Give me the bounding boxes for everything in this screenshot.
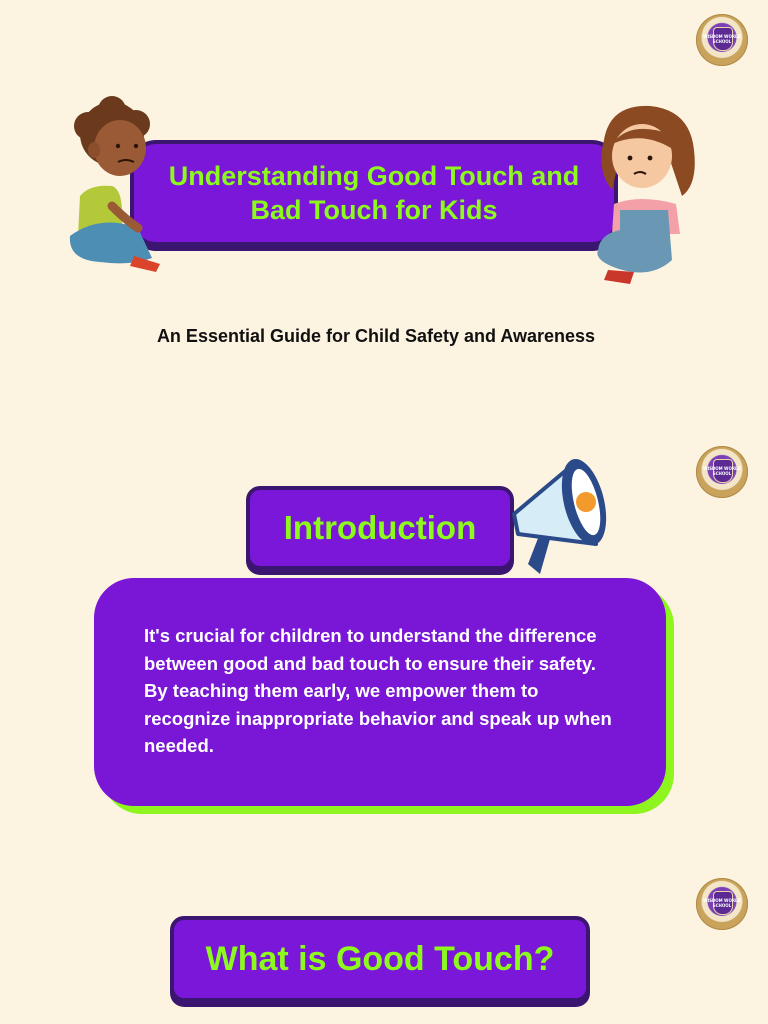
introduction-text: It's crucial for children to understand the difference between good and bad touch to ensure their safety. By teaching them early, we empower them to recognize inappropriate behavior and speak up when needed. bbox=[144, 625, 612, 756]
boy-illustration-icon bbox=[60, 96, 170, 278]
introduction-card bbox=[94, 578, 666, 806]
megaphone-icon bbox=[506, 448, 616, 578]
school-logo-icon bbox=[696, 14, 748, 66]
logo-text: WISDOM WORLD SCHOOL bbox=[703, 466, 741, 476]
page-subtitle: An Essential Guide for Child Safety and Awareness bbox=[156, 326, 596, 346]
introduction-heading: Introduction bbox=[283, 509, 477, 546]
introduction-heading-pill bbox=[246, 486, 514, 570]
girl-illustration-icon bbox=[590, 100, 700, 290]
title-banner bbox=[130, 140, 618, 246]
logo-text: WISDOM WORLD SCHOOL bbox=[703, 34, 741, 44]
page-title: Understanding Good Touch and Bad Touch for Kids bbox=[168, 161, 580, 225]
good-touch-heading-pill bbox=[170, 916, 590, 1002]
school-logo-icon bbox=[696, 446, 748, 498]
logo-text: WISDOM WORLD SCHOOL bbox=[703, 898, 741, 908]
good-touch-heading: What is Good Touch? bbox=[205, 939, 555, 978]
school-logo-icon bbox=[696, 878, 748, 930]
